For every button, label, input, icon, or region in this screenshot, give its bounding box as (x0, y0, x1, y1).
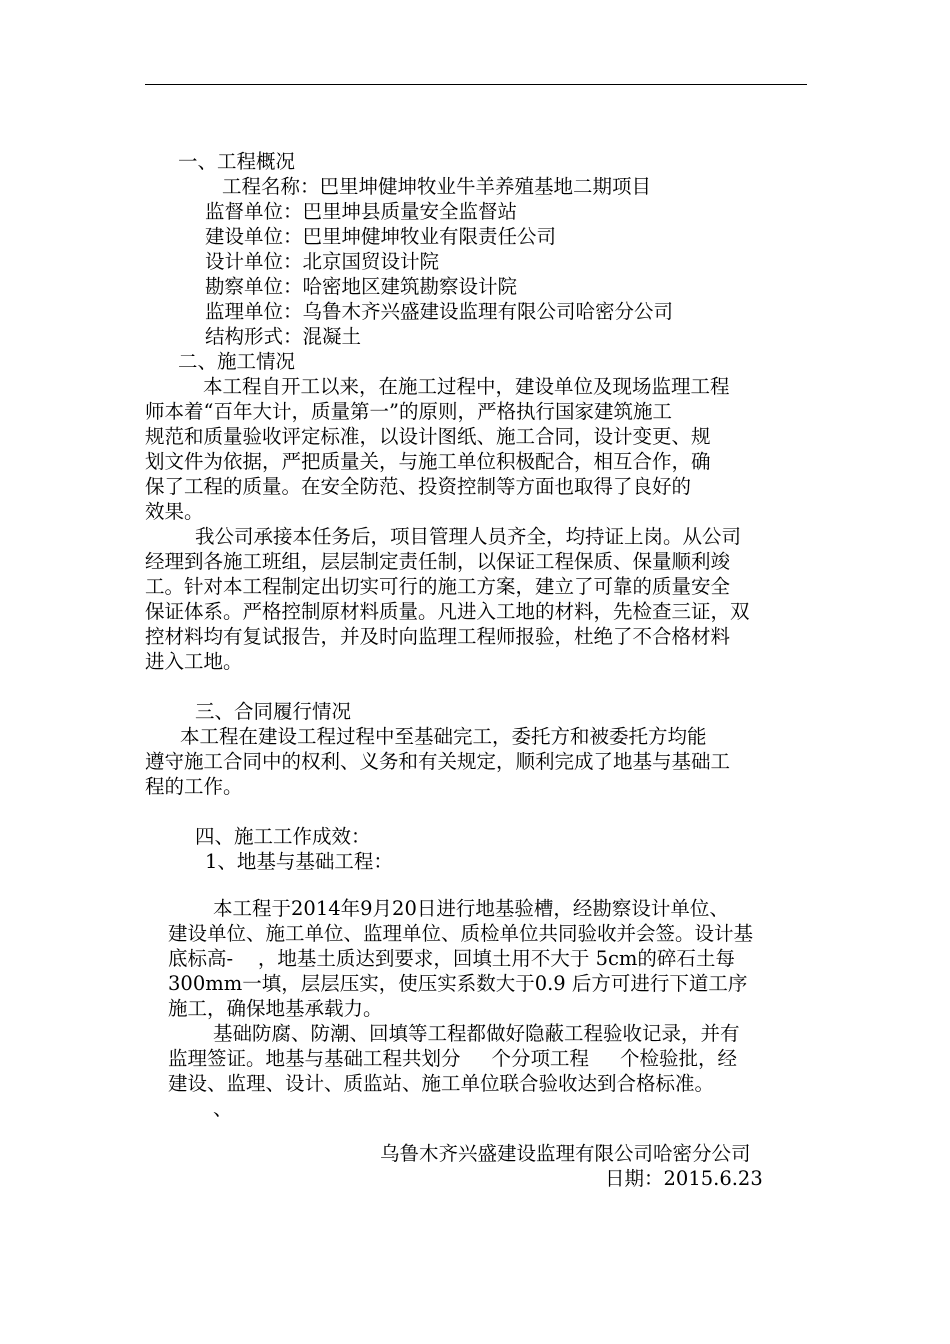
paragraph-line: 建设单位、施工单位、监理单位、质检单位共同验收并会签。设计基 (168, 922, 754, 945)
paragraph-line: 师本着“百年大计，质量第一”的原则，严格执行国家建筑施工 (145, 400, 672, 423)
signature-date: 日期：2015.6.23 (605, 1167, 763, 1190)
paragraph-line: 进入工地。 (145, 650, 243, 673)
paragraph-line: 工。针对本工程制定出切实可行的施工方案，建立了可靠的质量安全 (145, 575, 731, 598)
paragraph-line: 本工程在建设工程过程中至基础完工，委托方和被委托方均能 (180, 725, 707, 748)
paragraph-line: 建设、监理、设计、质监站、施工单位联合验收达到合格标准。 (168, 1072, 715, 1095)
paragraph-line: 划文件为依据，严把质量关，与施工单位积极配合，相互合作，确 (145, 450, 711, 473)
design-unit: 设计单位：北京国贸设计院 (205, 250, 440, 273)
paragraph-line: 基础防腐、防潮、回填等工程都做好隐蔽工程验收记录，并有 (213, 1022, 740, 1045)
supervision-unit: 监督单位：巴里坤县质量安全监督站 (205, 200, 518, 223)
project-name: 工程名称：巴里坤健坤牧业牛羊养殖基地二期项目 (222, 175, 652, 198)
paragraph-line: 控材料均有复试报告，并及时向监理工程师报验，杜绝了不合格材料 (145, 625, 731, 648)
subsection-heading: 1、地基与基础工程： (205, 850, 393, 873)
paragraph-line: 我公司承接本任务后，项目管理人员齐全，均持证上岗。从公司 (195, 525, 742, 548)
signature-company: 乌鲁木齐兴盛建设监理有限公司哈密分公司 (380, 1142, 751, 1165)
paragraph-line: 程的工作。 (145, 775, 243, 798)
header-rule (145, 84, 807, 85)
section-heading-results: 四、施工工作成效： (195, 825, 371, 848)
paragraph-line: 300mm一填，层层压实，使压实系数大于0.9 后方可进行下道工序 (168, 972, 748, 995)
paragraph-line: 遵守施工合同中的权利、义务和有关规定，顺利完成了地基与基础工 (145, 750, 731, 773)
paragraph-line: 底标高- ，地基土质达到要求，回填土用不大于 5cm的碎石土每 (168, 947, 735, 970)
paragraph-line: 规范和质量验收评定标准，以设计图纸、施工合同，设计变更、规 (145, 425, 711, 448)
paragraph-line: 本工程于2014年9月20日进行地基验槽，经勘察设计单位、 (213, 897, 729, 920)
paragraph-line: 施工，确保地基承载力。 (168, 997, 383, 1020)
paragraph-line: 保证体系。严格控制原材料质量。凡进入工地的材料，先检查三证，双 (145, 600, 750, 623)
stray-mark: 、 (213, 1097, 233, 1120)
survey-unit: 勘察单位：哈密地区建筑勘察设计院 (205, 275, 518, 298)
paragraph-line: 效果。 (145, 500, 204, 523)
section-heading-overview: 一、工程概况 (178, 150, 296, 173)
structure-type: 结构形式：混凝土 (205, 325, 362, 348)
section-heading-contract: 三、合同履行情况 (195, 700, 352, 723)
paragraph-line: 经理到各施工班组，层层制定责任制，以保证工程保质、保量顺利竣 (145, 550, 731, 573)
paragraph-line: 监理签证。地基与基础工程共划分 个分项工程 个检验批，经 (168, 1047, 737, 1070)
supervisor-unit: 监理单位：乌鲁木齐兴盛建设监理有限公司哈密分公司 (205, 300, 674, 323)
construction-unit: 建设单位：巴里坤健坤牧业有限责任公司 (205, 225, 557, 248)
section-heading-construction: 二、施工情况 (178, 350, 296, 373)
paragraph-line: 保了工程的质量。在安全防范、投资控制等方面也取得了良好的 (145, 475, 692, 498)
paragraph-line: 本工程自开工以来，在施工过程中，建设单位及现场监理工程 (203, 375, 730, 398)
